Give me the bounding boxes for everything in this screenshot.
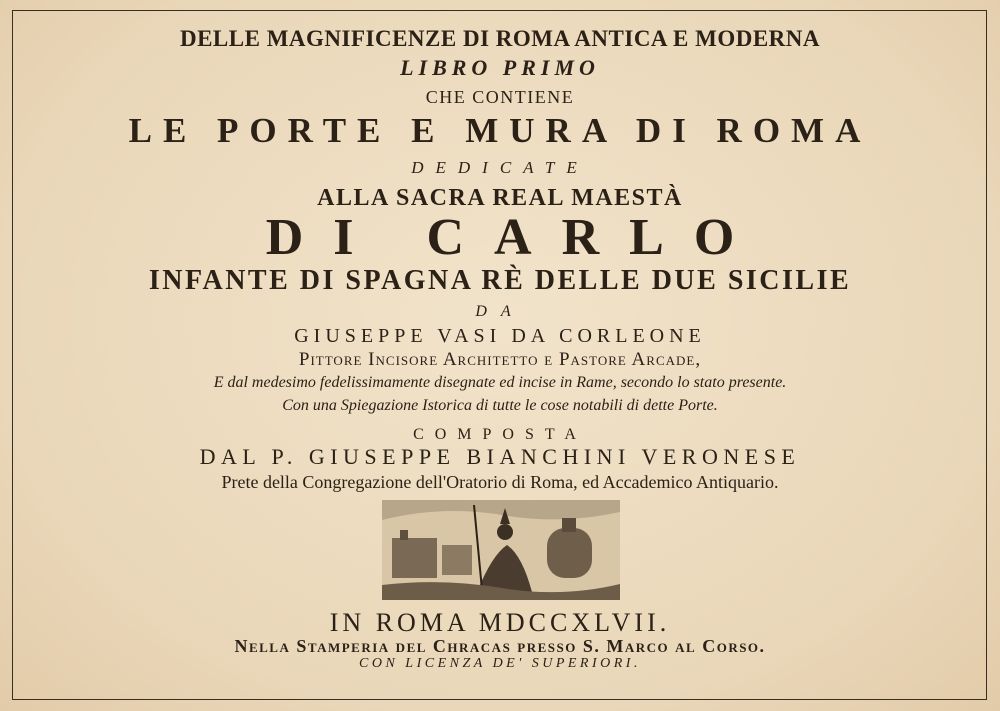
author-name: GIUSEPPE VASI DA CORLEONE bbox=[294, 325, 706, 347]
contains-label: CHE CONTIENE bbox=[425, 87, 575, 107]
dedicatee-title: INFANTE DI SPAGNA RÈ DELLE DUE SICILIE bbox=[148, 265, 852, 296]
book-number: LIBRO PRIMO bbox=[400, 55, 600, 80]
license-line: CON LICENZA DE' SUPERIORI. bbox=[359, 656, 641, 671]
imprint-place-date: IN ROMA MDCCXLVII. bbox=[329, 608, 671, 637]
allegorical-vignette-image bbox=[382, 500, 620, 600]
explanation-note: Con una Spiegazione Istorica di tutte le cose notabili di dette Porte. bbox=[282, 397, 718, 414]
dedicatee-name: DI CARLO bbox=[265, 209, 765, 266]
by-label: DA bbox=[475, 303, 525, 320]
dedicated-label: DEDICATE bbox=[411, 158, 589, 177]
composed-label: COMPOSTA bbox=[413, 426, 587, 443]
engraving-note: E dal medesimo fedelissimamente disegnate ed incise in Rame, secondo lo stato presente. bbox=[213, 374, 787, 391]
composer-name: DAL P. GIUSEPPE BIANCHINI VERONESE bbox=[199, 444, 801, 469]
subject-title: LE PORTE E MURA DI ROMA bbox=[128, 111, 872, 150]
printer-line: Nella Stamperia del Chracas presso S. Marco al Corso. bbox=[234, 636, 766, 656]
composer-description: Prete della Congregazione dell'Oratorio di Roma, ed Accademico Antiquario. bbox=[221, 472, 779, 492]
dedication-line: ALLA SACRA REAL MAESTÀ bbox=[317, 185, 683, 211]
author-description: Pittore Incisore Architetto e Pastore Arcade, bbox=[298, 349, 702, 370]
main-title: DELLE MAGNIFICENZE DI ROMA ANTICA E MODERNA bbox=[179, 26, 820, 51]
